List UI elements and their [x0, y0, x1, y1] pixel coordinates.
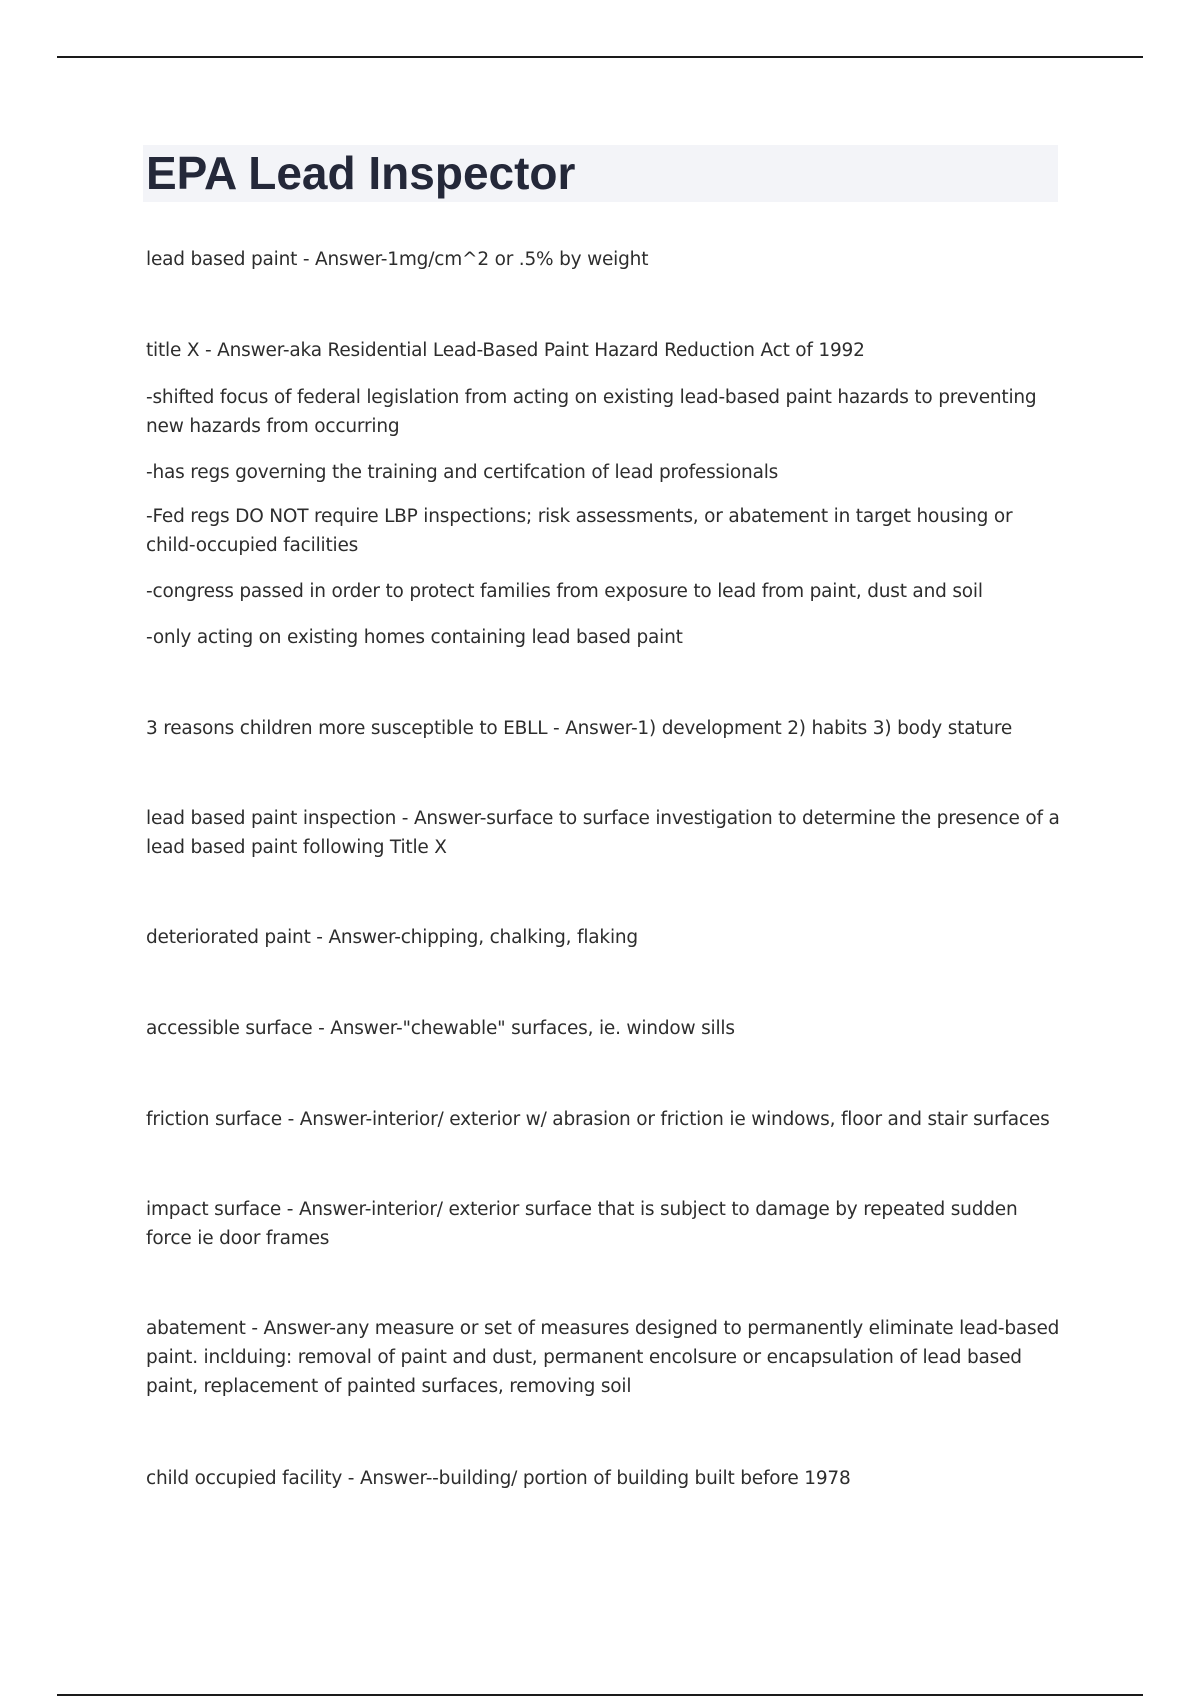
title-banner [143, 145, 1058, 202]
entry-children-susceptible: 3 reasons children more susceptible to EBLL - Answer-1) development 2) habits 3) body stature [146, 718, 1013, 739]
entry-lead-based-paint: lead based paint - Answer-1mg/cm^2 or .5% by weight [146, 249, 649, 270]
page-bottom-rule [57, 1694, 1143, 1696]
entry-title-x-note-2: -has regs governing the training and certifcation of lead professionals [146, 462, 779, 483]
entry-child-occupied-facility: child occupied facility - Answer--building/ portion of building built before 1978 [146, 1468, 851, 1489]
page-top-rule [57, 56, 1143, 58]
entry-lbp-inspection: lead based paint inspection - Answer-surface to surface investigation to determine the presence of a lead based paint following Title X [146, 808, 1060, 858]
entry-abatement: abatement - Answer-any measure or set of measures designed to permanently eliminate lead-based paint. inclduing: removal of paint and dust, permanent encolsure or encapsulation of lead based paint, replacement of painted surfaces, removing soil [146, 1318, 1060, 1397]
entry-title-x-note-4: -congress passed in order to protect families from exposure to lead from paint, dust and soil [146, 581, 983, 602]
entry-impact-surface: impact surface - Answer-interior/ exterior surface that is subject to damage by repeated sudden force ie door frames [146, 1199, 1018, 1249]
entry-title-x-note-1: -shifted focus of federal legislation from acting on existing lead-based paint hazards to preventing new hazards from occurring [146, 387, 1037, 437]
entry-accessible-surface: accessible surface - Answer-"chewable" surfaces, ie. window sills [146, 1018, 735, 1039]
entry-title-x: title X - Answer-aka Residential Lead-Based Paint Hazard Reduction Act of 1992 [146, 340, 865, 361]
entry-friction-surface: friction surface - Answer-interior/ exterior w/ abrasion or friction ie windows, floor and stair surfaces [146, 1109, 1050, 1130]
entry-title-x-note-5: -only acting on existing homes containing lead based paint [146, 627, 683, 648]
entry-title-x-note-3: -Fed regs DO NOT require LBP inspections; risk assessments, or abatement in target housing or child-occupied facilities [146, 506, 1013, 556]
page-title: EPA Lead Inspector [146, 147, 576, 199]
entry-deteriorated-paint: deteriorated paint - Answer-chipping, chalking, flaking [146, 927, 638, 948]
